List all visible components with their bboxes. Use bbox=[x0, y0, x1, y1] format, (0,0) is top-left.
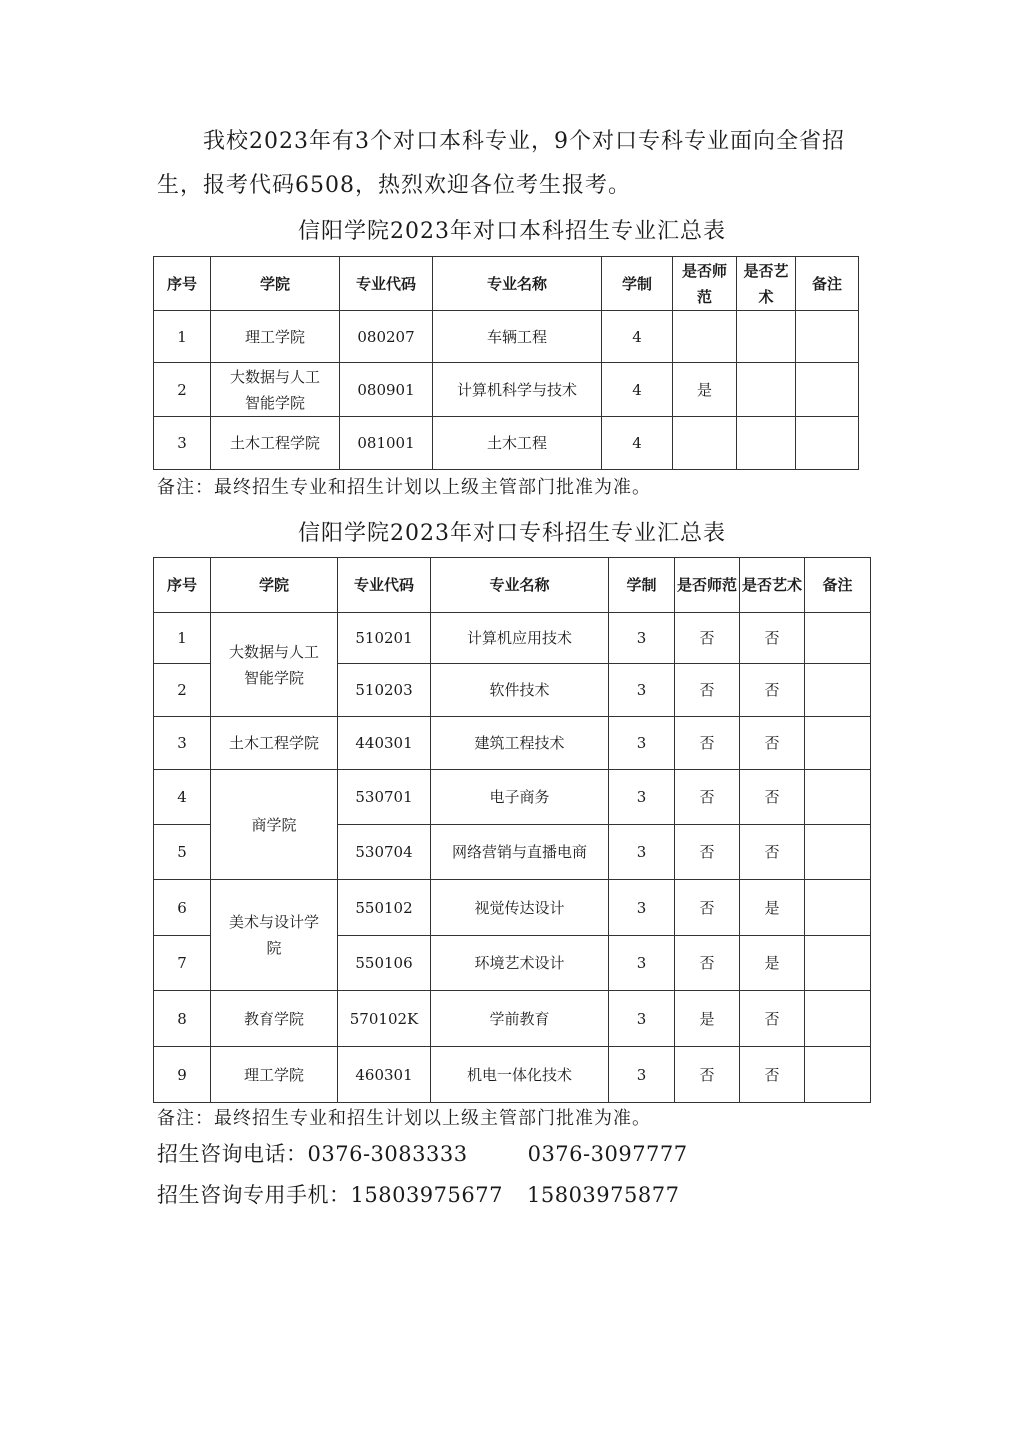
cell-remark bbox=[805, 664, 871, 717]
cell-duration: 3 bbox=[609, 1047, 675, 1103]
table-row bbox=[154, 880, 871, 936]
mobile-number-2: 15803975877 bbox=[526, 1183, 680, 1207]
table1-note: 备注：最终招生专业和招生计划以上级主管部门批准为准。 bbox=[157, 477, 651, 498]
table-row bbox=[154, 1047, 871, 1103]
cell-major: 环境艺术设计 bbox=[431, 936, 609, 991]
cell-college: 教育学院 bbox=[211, 991, 338, 1047]
cell-normal: 是 bbox=[675, 991, 740, 1047]
cell-art bbox=[737, 311, 796, 363]
cell-normal: 否 bbox=[675, 770, 740, 825]
cell-remark bbox=[805, 991, 871, 1047]
cell-seq: 4 bbox=[154, 770, 211, 825]
cell-normal: 否 bbox=[675, 717, 740, 770]
header-duration: 学制 bbox=[602, 257, 673, 311]
header-major: 专业名称 bbox=[431, 558, 609, 613]
header-major: 专业名称 bbox=[433, 257, 602, 311]
cell-code: 080901 bbox=[340, 363, 433, 417]
cell-major: 计算机应用技术 bbox=[431, 613, 609, 664]
cell-normal: 是 bbox=[673, 363, 737, 417]
cell-duration: 3 bbox=[609, 936, 675, 991]
cell-art: 否 bbox=[740, 770, 805, 825]
cell-remark bbox=[805, 936, 871, 991]
cell-duration: 3 bbox=[609, 717, 675, 770]
table-row bbox=[154, 770, 871, 825]
cell-art: 否 bbox=[740, 1047, 805, 1103]
table-row bbox=[154, 311, 859, 363]
cell-normal: 否 bbox=[675, 936, 740, 991]
header-code: 专业代码 bbox=[340, 257, 433, 311]
cell-seq: 2 bbox=[154, 664, 211, 717]
cell-college: 土木工程学院 bbox=[211, 417, 340, 470]
cell-code: 510203 bbox=[338, 664, 431, 717]
cell-duration: 4 bbox=[602, 417, 673, 470]
header-code: 专业代码 bbox=[338, 558, 431, 613]
table2-title: 信阳学院2023年对口专科招生专业汇总表 bbox=[298, 521, 726, 546]
cell-art: 是 bbox=[740, 936, 805, 991]
cell-remark bbox=[796, 417, 859, 470]
cell-college: 大数据与人工智能学院 bbox=[211, 613, 338, 717]
cell-seq: 3 bbox=[154, 717, 211, 770]
cell-seq: 6 bbox=[154, 880, 211, 936]
cell-college: 美术与设计学院 bbox=[211, 880, 338, 991]
cell-normal: 否 bbox=[675, 1047, 740, 1103]
table-row bbox=[154, 717, 871, 770]
cell-major: 软件技术 bbox=[431, 664, 609, 717]
cell-remark bbox=[805, 1047, 871, 1103]
cell-major: 车辆工程 bbox=[433, 311, 602, 363]
contact-phone-line bbox=[157, 1138, 688, 1168]
cell-normal bbox=[673, 417, 737, 470]
cell-code: 550106 bbox=[338, 936, 431, 991]
phone-number-1: 0376-3083333 bbox=[307, 1142, 468, 1166]
cell-remark bbox=[805, 717, 871, 770]
header-college: 学院 bbox=[211, 558, 338, 613]
cell-art bbox=[737, 417, 796, 470]
table-row bbox=[154, 991, 871, 1047]
cell-seq: 3 bbox=[154, 417, 211, 470]
phone-label: 招生咨询电话： bbox=[157, 1142, 308, 1166]
cell-major: 土木工程 bbox=[433, 417, 602, 470]
cell-seq: 1 bbox=[154, 311, 211, 363]
cell-college: 理工学院 bbox=[211, 1047, 338, 1103]
cell-code: 081001 bbox=[340, 417, 433, 470]
cell-major: 网络营销与直播电商 bbox=[431, 825, 609, 880]
header-art: 是否艺术 bbox=[740, 558, 805, 613]
cell-remark bbox=[805, 613, 871, 664]
cell-major: 计算机科学与技术 bbox=[433, 363, 602, 417]
cell-code: 570102K bbox=[338, 991, 431, 1047]
phone-number-2: 0376-3097777 bbox=[527, 1142, 688, 1166]
cell-code: 460301 bbox=[338, 1047, 431, 1103]
cell-seq: 2 bbox=[154, 363, 211, 417]
cell-code: 080207 bbox=[340, 311, 433, 363]
cell-major: 学前教育 bbox=[431, 991, 609, 1047]
mobile-number-1: 15803975677 bbox=[350, 1183, 503, 1207]
cell-normal: 否 bbox=[675, 825, 740, 880]
cell-duration: 4 bbox=[602, 311, 673, 363]
header-seq: 序号 bbox=[154, 558, 211, 613]
cell-duration: 4 bbox=[602, 363, 673, 417]
cell-normal: 否 bbox=[675, 664, 740, 717]
cell-college: 理工学院 bbox=[211, 311, 340, 363]
cell-art: 是 bbox=[740, 880, 805, 936]
cell-duration: 3 bbox=[609, 770, 675, 825]
cell-art: 否 bbox=[740, 664, 805, 717]
cell-normal: 否 bbox=[675, 880, 740, 936]
cell-major: 电子商务 bbox=[431, 770, 609, 825]
table1-title: 信阳学院2023年对口本科招生专业汇总表 bbox=[298, 219, 726, 244]
table2-note: 备注：最终招生专业和招生计划以上级主管部门批准为准。 bbox=[157, 1108, 651, 1129]
header-remark: 备注 bbox=[796, 257, 859, 311]
table-row bbox=[154, 613, 871, 664]
cell-remark bbox=[805, 880, 871, 936]
cell-art: 否 bbox=[740, 825, 805, 880]
cell-art: 否 bbox=[740, 717, 805, 770]
cell-major: 机电一体化技术 bbox=[431, 1047, 609, 1103]
cell-duration: 3 bbox=[609, 613, 675, 664]
header-seq: 序号 bbox=[154, 257, 211, 311]
header-normal: 是否师范 bbox=[673, 257, 737, 311]
undergrad-table bbox=[153, 256, 859, 470]
cell-remark bbox=[796, 311, 859, 363]
cell-seq: 5 bbox=[154, 825, 211, 880]
cell-duration: 3 bbox=[609, 825, 675, 880]
cell-duration: 3 bbox=[609, 664, 675, 717]
cell-art: 否 bbox=[740, 991, 805, 1047]
cell-duration: 3 bbox=[609, 991, 675, 1047]
cell-seq: 1 bbox=[154, 613, 211, 664]
header-art: 是否艺术 bbox=[737, 257, 796, 311]
cell-seq: 8 bbox=[154, 991, 211, 1047]
cell-seq: 9 bbox=[154, 1047, 211, 1103]
cell-art bbox=[737, 363, 796, 417]
cell-remark bbox=[805, 770, 871, 825]
table-row bbox=[154, 417, 859, 470]
cell-college: 大数据与人工智能学院 bbox=[211, 363, 340, 417]
cell-remark bbox=[805, 825, 871, 880]
table-row bbox=[154, 363, 859, 417]
cell-college: 商学院 bbox=[211, 770, 338, 880]
cell-code: 440301 bbox=[338, 717, 431, 770]
table1-header-row bbox=[154, 257, 859, 311]
cell-remark bbox=[796, 363, 859, 417]
cell-major: 建筑工程技术 bbox=[431, 717, 609, 770]
cell-normal bbox=[673, 311, 737, 363]
intro-paragraph: 我校2023年有3个对口本科专业，9个对口专科专业面向全省招生，报考代码6508，热烈欢迎各位考生报考。 bbox=[157, 129, 845, 198]
college-table bbox=[153, 557, 871, 1103]
table2-header-row bbox=[154, 558, 871, 613]
cell-code: 530701 bbox=[338, 770, 431, 825]
mobile-label: 招生咨询专用手机： bbox=[157, 1183, 351, 1207]
cell-code: 530704 bbox=[338, 825, 431, 880]
header-remark: 备注 bbox=[805, 558, 871, 613]
cell-code: 550102 bbox=[338, 880, 431, 936]
cell-major: 视觉传达设计 bbox=[431, 880, 609, 936]
cell-duration: 3 bbox=[609, 880, 675, 936]
header-normal: 是否师范 bbox=[675, 558, 740, 613]
header-college: 学院 bbox=[211, 257, 340, 311]
header-duration: 学制 bbox=[609, 558, 675, 613]
cell-art: 否 bbox=[740, 613, 805, 664]
cell-normal: 否 bbox=[675, 613, 740, 664]
cell-code: 510201 bbox=[338, 613, 431, 664]
cell-college: 土木工程学院 bbox=[211, 717, 338, 770]
contact-mobile-line bbox=[157, 1179, 679, 1209]
cell-seq: 7 bbox=[154, 936, 211, 991]
